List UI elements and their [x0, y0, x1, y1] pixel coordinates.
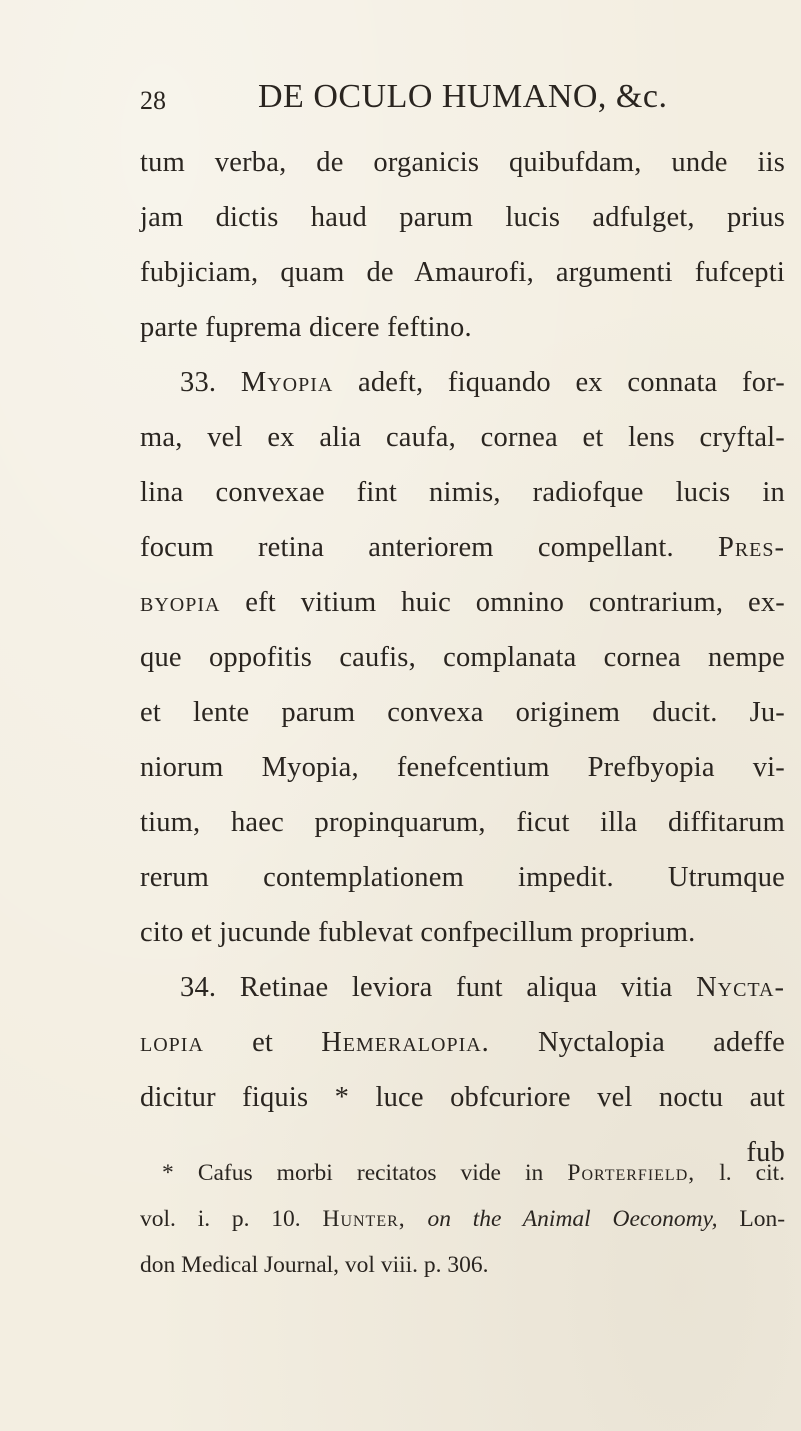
paragraph-34-line: 34. Retinae leviora funt aliqua vitia Nycta-	[180, 972, 785, 1003]
body-text	[140, 135, 785, 1180]
page-number: 28	[140, 86, 166, 115]
text-line: tum verba, de organicis quibufdam, unde iis	[140, 147, 785, 178]
footnote-line: don Medical Journal, vol viii. p. 306.	[140, 1252, 489, 1278]
running-head	[140, 78, 780, 122]
term-presbyopia: Pres-	[717, 532, 786, 563]
footnote-marker: *	[334, 1082, 350, 1113]
footnote-line: vol. i. p. 10. Hunter, on the Animal Oeconomy, Lon-	[140, 1206, 786, 1232]
footnote-mark: *	[162, 1160, 174, 1186]
text-line: byopia eft vitium huic omnino contrarium, ex-	[140, 587, 785, 618]
text-line: parte fuprema dicere feftino.	[140, 312, 472, 343]
text-line: jam dictis haud parum lucis adfulget, prius	[140, 202, 785, 233]
text-line: niorum Myopia, fenefcentium Prefbyopia vi-	[140, 752, 785, 783]
term-nyctalopia-cont: lopia	[140, 1027, 204, 1058]
term-nyctalopia: Nycta-	[696, 972, 785, 1003]
text-line: dicitur fiquis * luce obfcuriore vel noctu aut	[140, 1082, 785, 1113]
text-line: ma, vel ex alia caufa, cornea et lens cryftal-	[140, 422, 785, 453]
text-line: et lente parum convexa originem ducit. Ju-	[140, 697, 785, 728]
term-myopia: Myopia	[240, 367, 334, 398]
text-line: focum retina anteriorem compellant. Pres-	[140, 532, 786, 563]
section-number: 33.	[180, 367, 217, 398]
text-line: lopia et Hemeralopia. Nyctalopia adeffe	[140, 1027, 786, 1058]
running-title: DE OCULO HUMANO, &c.	[258, 78, 668, 115]
term-hemeralopia: Hemeralopia.	[321, 1027, 490, 1058]
text-line: tium, haec propinquarum, ficut illa diffitarum	[140, 807, 785, 838]
paragraph-33-line: 33. Myopia adeft, fiquando ex connata for-	[180, 367, 785, 398]
work-title: on the Animal Oeconomy,	[427, 1206, 718, 1232]
section-number: 34.	[180, 972, 217, 1003]
text-line: fubjiciam, quam de Amaurofi, argumenti fufcepti	[140, 257, 785, 288]
author-porterfield: Porterfield,	[567, 1160, 696, 1186]
footnote-line: * Cafus morbi recitatos vide in Porterfield, l. cit.	[162, 1160, 786, 1186]
text-line: cito et jucunde fublevat confpecillum proprium.	[140, 917, 696, 948]
text-line: que oppofitis caufis, complanata cornea nempe	[140, 642, 785, 673]
catchword: fub	[746, 1137, 785, 1168]
term-presbyopia-cont: byopia	[140, 587, 221, 618]
footnote	[140, 1150, 785, 1288]
text-line: lina convexae fint nimis, radiofque lucis in	[140, 477, 785, 508]
text-line: rerum contemplationem impedit. Utrumque	[140, 862, 785, 893]
author-hunter: Hunter,	[322, 1206, 406, 1232]
